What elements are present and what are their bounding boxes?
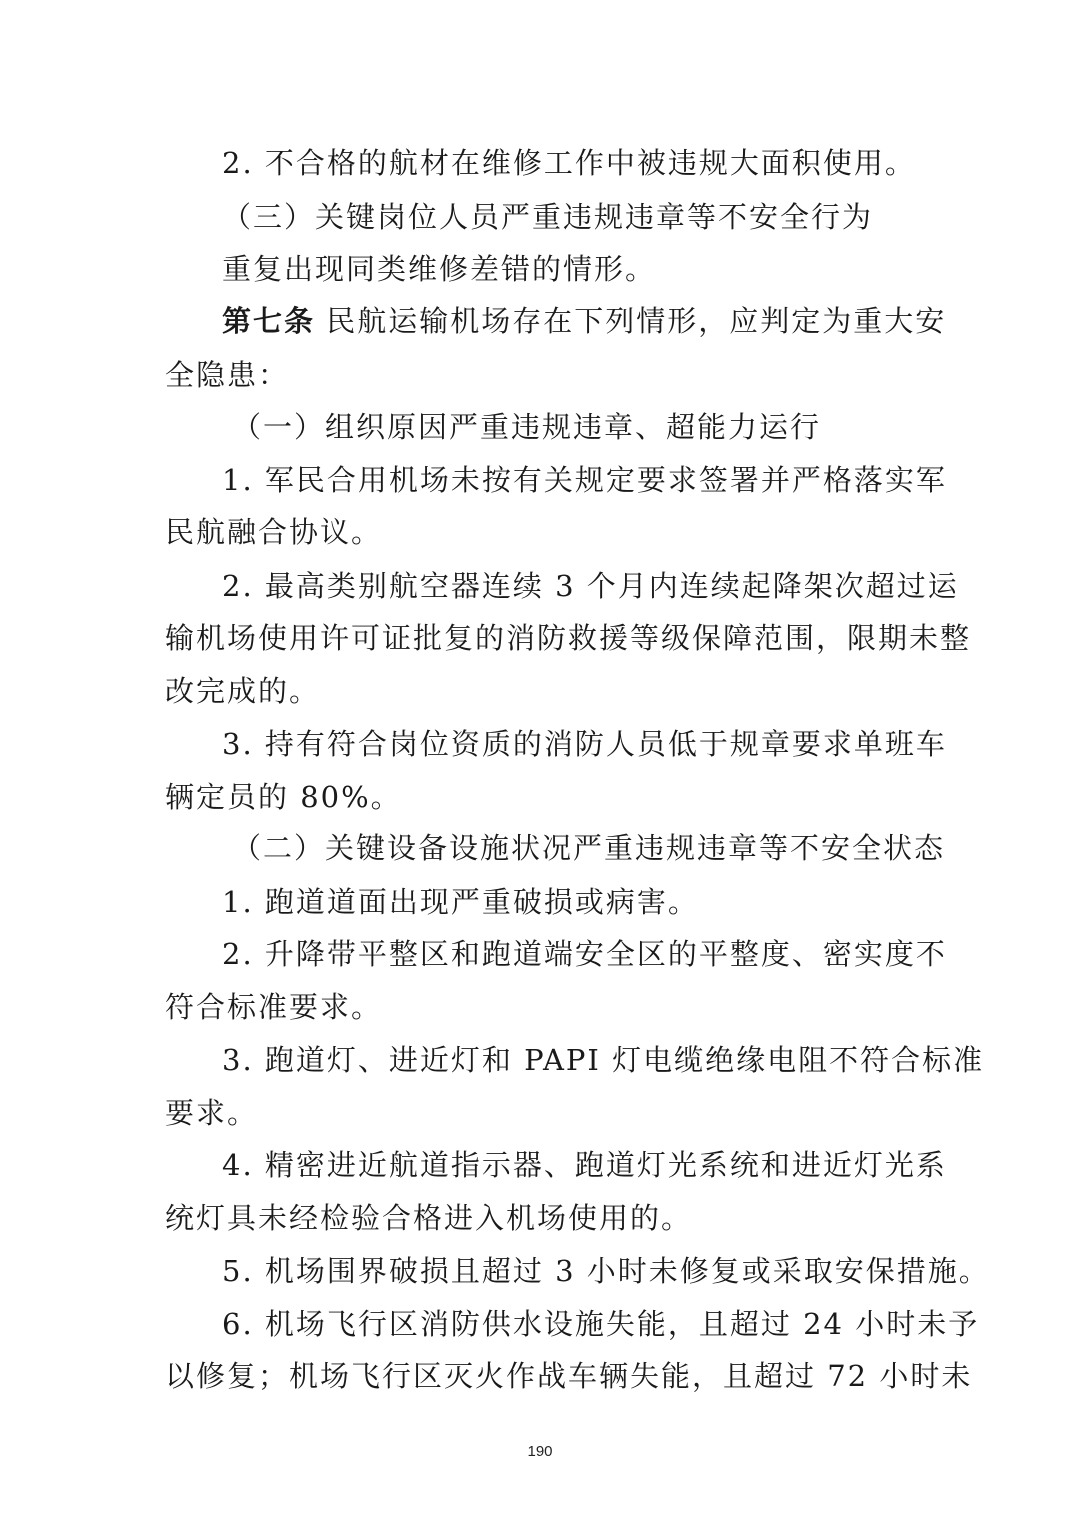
text-line: 1. 跑道道面出现严重破损或病害。 — [222, 885, 699, 919]
text-line: 5. 机场围界破损且超过 3 小时未修复或采取安保措施。 — [222, 1254, 990, 1288]
text-line: 符合标准要求。 — [165, 990, 383, 1024]
text-line: 2. 升降带平整区和跑道端安全区的平整度、密实度不 — [222, 937, 947, 971]
text-line: 6. 机场飞行区消防供水设施失能，且超过 24 小时未予 — [222, 1307, 980, 1341]
article-line — [222, 301, 946, 341]
text-line: 3. 跑道灯、进近灯和 PAPI 灯电缆绝缘电阻不符合标准 — [222, 1043, 985, 1077]
section-heading: （一）组织原因严重违规违章、超能力运行 — [232, 410, 822, 444]
text-line: 民航融合协议。 — [165, 515, 383, 549]
text-line: 改完成的。 — [165, 674, 321, 708]
text-line: 重复出现同类维修差错的情形。 — [222, 252, 657, 286]
page-number: 190 — [527, 1443, 553, 1460]
text-line: 统灯具未经检验合格进入机场使用的。 — [165, 1201, 693, 1235]
text-line: 4. 精密进近航道指示器、跑道灯光系统和进近灯光系 — [222, 1148, 947, 1182]
text-line: 辆定员的 80%。 — [165, 780, 402, 814]
text-line: 输机场使用许可证批复的消防救援等级保障范围，限期未整 — [165, 621, 972, 655]
text-line: 3. 持有符合岗位资质的消防人员低于规章要求单班车 — [222, 727, 947, 761]
text-line: 以修复；机场飞行区灭火作战车辆失能，且超过 72 小时未 — [165, 1359, 973, 1393]
text-line: 2. 最高类别航空器连续 3 个月内连续起降架次超过运 — [222, 569, 959, 603]
text-line: 2. 不合格的航材在维修工作中被违规大面积使用。 — [222, 146, 916, 180]
text-line: 民航运输机场存在下列情形，应判定为重大安 — [326, 304, 947, 338]
text-line: 要求。 — [165, 1096, 259, 1130]
text-line: 全隐患： — [165, 358, 290, 392]
article-heading: 第七条 — [222, 304, 316, 338]
section-heading: （三）关键岗位人员严重违规违章等不安全行为 — [222, 200, 874, 234]
text-line: 1. 军民合用机场未按有关规定要求签署并严格落实军 — [222, 463, 947, 497]
section-heading: （二）关键设备设施状况严重违规违章等不安全状态 — [232, 831, 946, 865]
